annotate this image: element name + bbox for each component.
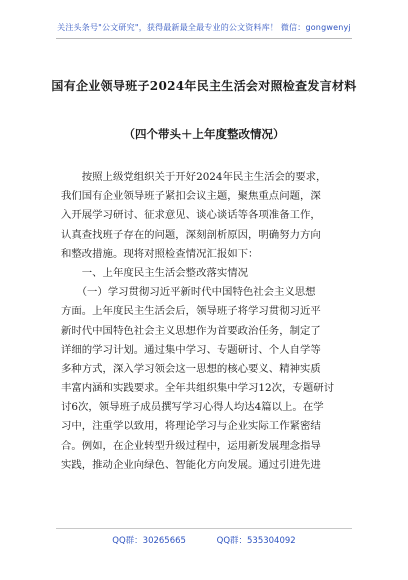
- footer-divider: [56, 528, 352, 529]
- body-line: 丰富内涵和实践要求。全年共组织集中学习12次，专题研讨: [61, 382, 334, 395]
- body-line: 按照上级党组织关于开好2024年民主生活会的要求，: [61, 171, 327, 183]
- body-line: 和整改措施。现将对照检查情况汇报如下：: [61, 247, 259, 260]
- document-body: [61, 168, 355, 475]
- header-divider: [56, 38, 352, 39]
- body-line: 合。例如，在企业转型升级过程中，运用新发展理念指导: [61, 439, 321, 452]
- footer-qq-group-1: QQ群：30265665: [112, 536, 186, 546]
- document-subtitle: （四个带头＋上年度整改情况）: [123, 127, 285, 141]
- body-line: （一）学习贯彻习近平新时代中国特色社会主义思想: [61, 286, 316, 299]
- body-line: 讨6次，领导班子成员撰写学习心得人均达4篇以上。在学: [61, 401, 324, 414]
- document-title: 国有企业领导班子2024年民主生活会对照检查发言材料: [51, 79, 357, 93]
- section-heading: 一、上年度民主生活会整改落实情况: [61, 266, 249, 279]
- body-line: 入开展学习研讨、征求意见、谈心谈话等各项准备工作，: [61, 209, 321, 222]
- body-line: 习中，注重学以致用，将理论学习与企业实际工作紧密结: [61, 420, 321, 433]
- body-line: 我们国有企业领导班子紧扣会议主题，聚焦重点问题，深: [61, 190, 321, 203]
- header-promo-note: 关注头条号"公文研究"，获得最新最全最专业的公文资料库！ 微信：gongwenyj: [57, 23, 351, 32]
- footer-qq-group-2: QQ群：535304092: [216, 536, 296, 546]
- body-line: 多种方式，深入学习领会这一思想的核心要义、精神实质: [61, 362, 321, 375]
- body-line: 实践，推动企业向绿色、智能化方向发展。通过引进先进: [61, 458, 321, 471]
- body-line: 详细的学习计划。通过集中学习、专题研讨、个人自学等: [61, 343, 321, 356]
- body-line: 认真查找班子存在的问题，深刻剖析原因，明确努力方向: [61, 228, 321, 241]
- footer-contact: [0, 534, 408, 546]
- body-line: 方面。上年度民主生活会后，领导班子将学习贯彻习近平: [61, 305, 321, 318]
- body-line: 新时代中国特色社会主义思想作为首要政治任务，制定了: [61, 324, 321, 337]
